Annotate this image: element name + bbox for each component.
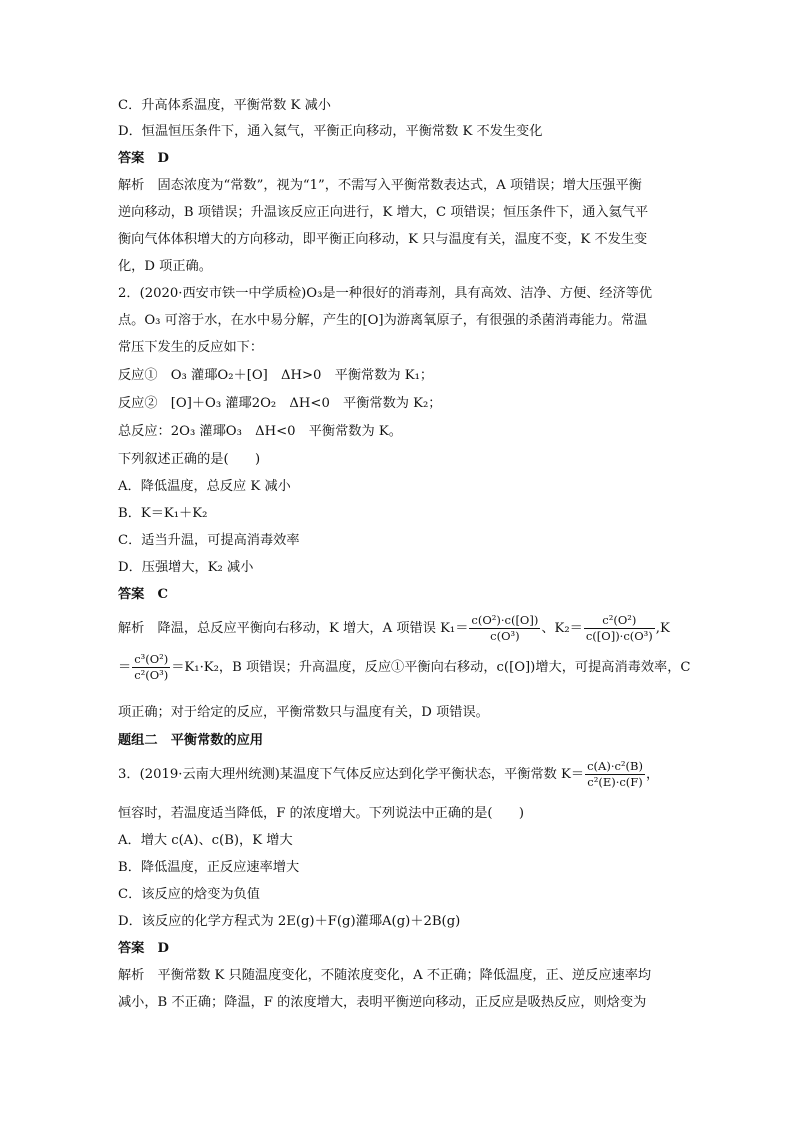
q2-analysis-line-3: 项正确；对于给定的反应，平衡常数只与温度有关，D 项错误。 (118, 705, 489, 720)
q1-analysis-line-1: 解析 固态浓度为“常数”，视为“1”，不需写入平衡常数表达式，A 项错误；增大压强平衡 (118, 178, 642, 193)
q2-question: 下列叙述正确的是( ) (118, 452, 261, 467)
q3-analysis-line-2: 减小，B 不正确；降温，F 的浓度增大，表明平衡逆向移动，正反应是吸热反应，则焓变为 (118, 995, 647, 1010)
q1-answer: 答案 D (118, 151, 169, 166)
q2-total-reaction: 总反应：2O₃ 灌瑘O₃ ΔH<0 平衡常数为 K。 (118, 424, 402, 439)
k2-label: 、K₂＝ (541, 621, 583, 636)
k2-denominator: c([O])·c(O³) (585, 629, 653, 643)
q2-analysis-line-1 (118, 614, 670, 643)
q2-reaction-1: 反应① O₃ 灌瑘O₂＋[O] ΔH>0 平衡常数为 K₁； (118, 368, 434, 383)
q2-option-a: A．降低温度，总反应 K 减小 (118, 479, 291, 494)
q3-analysis-line-1: 解析 平衡常数 K 只随温度变化，不随浓度变化，A 不正确；降低温度，正、逆反应速率均 (118, 968, 652, 983)
q1-option-d: D．恒温恒压条件下，通入氦气，平衡正向移动，平衡常数 K 不发生变化 (118, 124, 543, 139)
q2-option-b: B．K＝K₁＋K₂ (118, 506, 208, 521)
q2-analysis-text: 解析 降温，总反应平衡向右移动，K 增大，A 项错误 K₁＝ (118, 621, 469, 636)
q3-stem-comma: ， (645, 767, 660, 782)
q2-stem-line-1: 2．(2020·西安市铁一中学质检)O₃是一种很好的消毒剂，具有高效、洁净、方便、经济等优 (118, 286, 653, 301)
k-tail: ,K (655, 621, 670, 636)
q3-stem-line-2: 恒容时，若温度适当降低，F 的浓度增大。下列说法中正确的是( ) (118, 806, 525, 821)
q2-answer: 答案 C (118, 587, 169, 602)
section-heading: 题组二 平衡常数的应用 (118, 733, 264, 748)
q2-reaction-2: 反应② [O]＋O₃ 灌瑘2O₂ ΔH<0 平衡常数为 K₂； (118, 396, 442, 411)
q1-option-c: C．升高体系温度，平衡常数 K 减小 (118, 98, 331, 113)
q2-analysis-text-2: ＝K₁·K₂，B 项错误；升高温度，反应①平衡向右移动，c([O])增大，可提高消毒效率，C (171, 660, 691, 675)
q2-option-c: C．适当升温，可提高消毒效率 (118, 533, 300, 548)
q3-option-c: C．该反应的焓变为负值 (118, 887, 260, 902)
k2-fraction (584, 614, 655, 643)
q3-option-d: D．该反应的化学方程式为 2E(g)＋F(g)灌瑘A(g)＋2B(g) (118, 914, 461, 929)
q3-option-a: A．增大 c(A)、c(B)，K 增大 (118, 833, 293, 848)
k-numerator: c³(O²) (134, 652, 169, 666)
q1-analysis-line-4: 化，D 项正确。 (118, 259, 212, 274)
q3-k-numerator: c(A)·c²(B) (587, 759, 643, 773)
k1-fraction (469, 614, 540, 643)
equals-sign: ＝ (118, 660, 132, 675)
q3-k-fraction (585, 760, 645, 789)
q2-stem-line-3: 常压下发生的反应如下： (118, 340, 264, 355)
k1-denominator: c(O³) (490, 629, 520, 643)
q3-option-b: B．降低温度，正反应速率增大 (118, 860, 300, 875)
k-fraction (132, 653, 170, 682)
q1-analysis-line-3: 衡向气体体积增大的方向移动，即平衡正向移动，K 只与温度有关，温度不变，K 不发生变 (118, 232, 648, 247)
q2-analysis-line-2 (118, 653, 690, 682)
q3-k-denominator: c²(E)·c(F) (587, 775, 643, 789)
q1-analysis-line-2: 逆向移动，B 项错误；升温该反应正向进行，K 增大，C 项错误；恒压条件下，通入氦气平 (118, 205, 649, 220)
q2-option-d: D．压强增大，K₂ 减小 (118, 560, 254, 575)
q3-stem-text: 3．(2019·云南大理州统测)某温度下气体反应达到化学平衡状态，平衡常数 K＝ (118, 767, 585, 782)
k1-numerator: c(O²)·c([O]) (471, 613, 539, 627)
q3-answer: 答案 D (118, 941, 169, 956)
q2-stem-line-2: 点。O₃ 可溶于水，在水中易分解，产生的[O]为游离氧原子，有很强的杀菌消毒能力。常温 (118, 313, 648, 328)
k-denominator: c²(O³) (134, 668, 169, 682)
q3-stem-line-1 (118, 760, 659, 790)
k2-numerator: c²(O²) (584, 614, 655, 629)
